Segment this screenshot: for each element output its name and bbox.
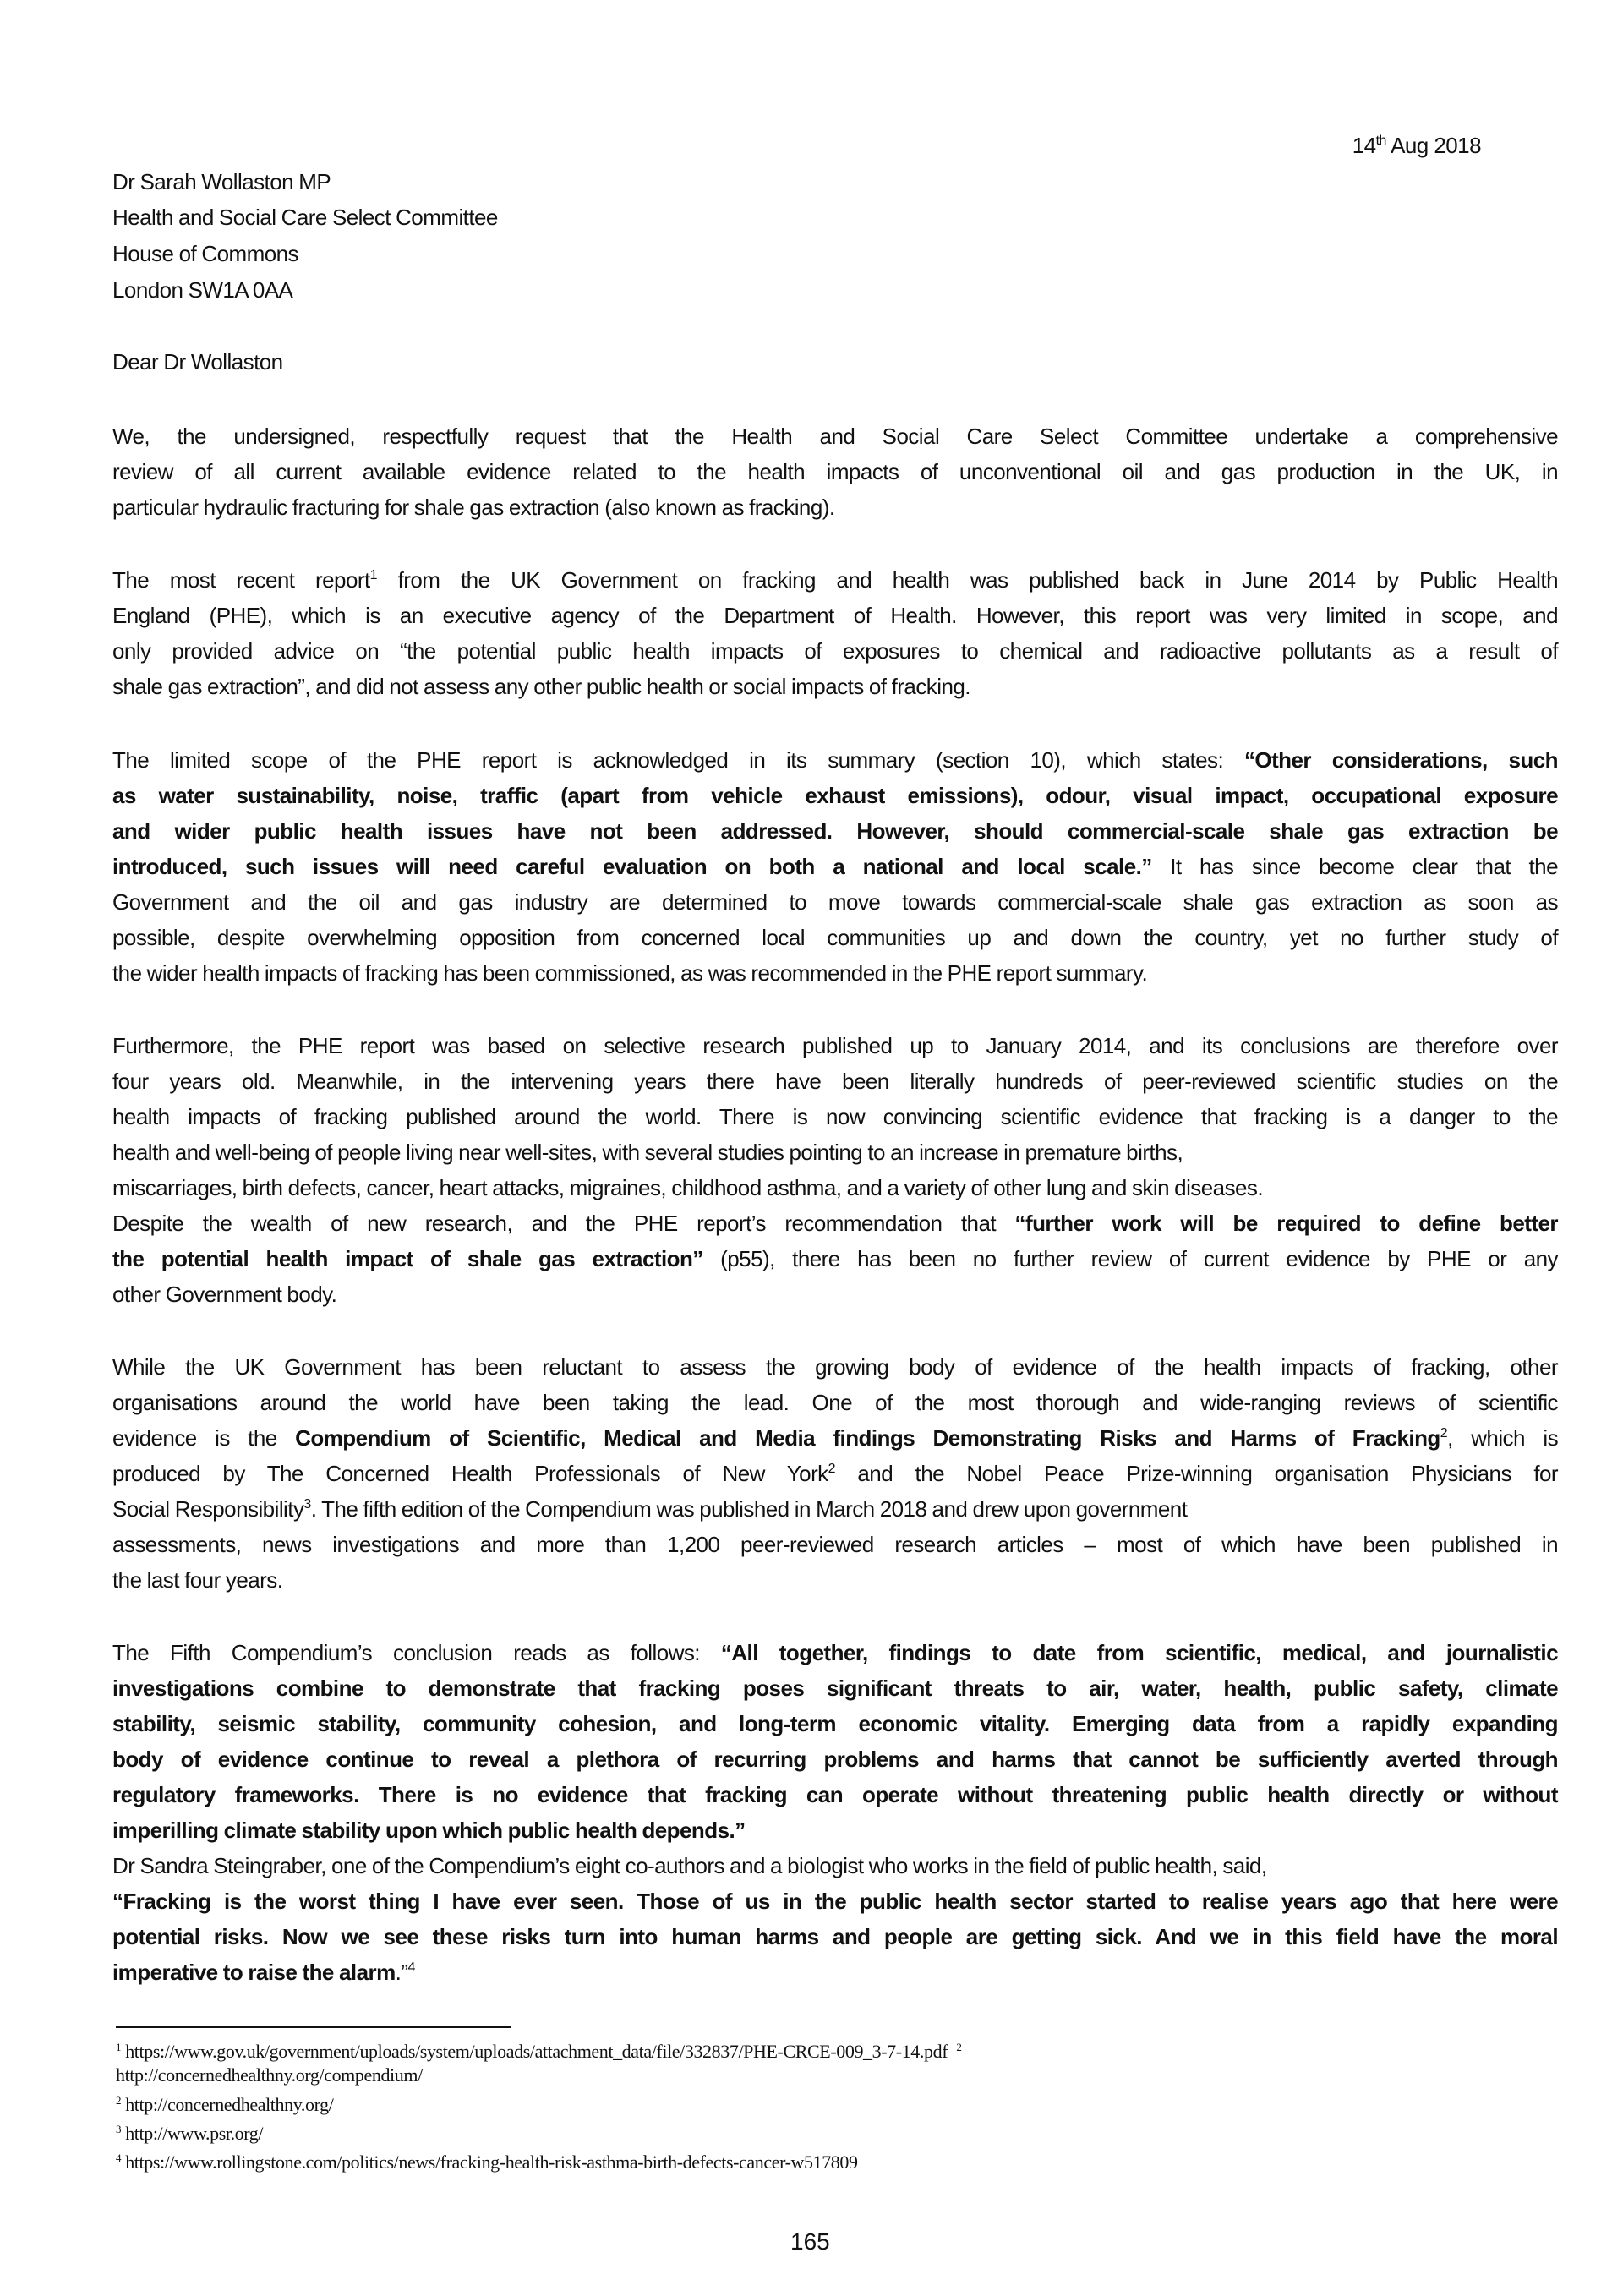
quote-bold: “Fracking is the worst thing I have ever seen. Those of us in the public health sector started to realise years ago that here were — [112, 1889, 1558, 1914]
text-line: other Government body. — [112, 1282, 337, 1307]
text-span: , which is — [1447, 1425, 1559, 1451]
footnote-link[interactable]: http://www.psr.org/ — [121, 2123, 264, 2144]
text-span: .” — [395, 1960, 408, 1985]
footnote-ref: 4 — [407, 1960, 415, 1975]
text-line — [112, 1746, 1558, 1773]
text-line — [112, 1923, 1558, 1950]
text-span: The most recent report — [112, 567, 370, 593]
text-span: Despite the wealth of new research, and the PHE report’s recommendation that — [112, 1211, 1015, 1236]
footnote-3 — [116, 2123, 263, 2145]
footnote-number: 1 — [116, 2041, 122, 2053]
quote-bold: “further work will be required to define better — [1014, 1211, 1558, 1236]
text-span: from the UK Government on fracking and health was published back in June 2014 by Public Health — [377, 567, 1558, 593]
text-line: possible, despite overwhelming opposition from concerned local communities up and down the country, yet no further study of — [112, 925, 1558, 950]
text-line: Dr Sandra Steingraber, one of the Compendium’s eight co-authors and a biologist who works in the field of public health, said, — [112, 1853, 1267, 1878]
text-line: the wider health impacts of fracking has been commissioned, as was recommended in the PHE report summary. — [112, 960, 1148, 986]
footnote-number: 2 — [116, 2094, 122, 2107]
text-span: Social Responsibility — [112, 1496, 304, 1522]
quote-bold: as water sustainability, noise, traffic (apart from vehicle exhaust emissions), odour, visual impact, occupational exposure — [112, 783, 1558, 808]
text-line — [112, 1888, 1558, 1915]
quote-bold: and wider public health issues have not been addressed. However, should commercial-scale shale gas extraction be — [112, 818, 1558, 844]
text-line: health impacts of fracking published around the world. There is now convincing scientific evidence that fracking is a danger to the — [112, 1104, 1558, 1129]
text-line: miscarriages, birth defects, cancer, heart attacks, migraines, childhood asthma, and a variety of other lung and skin diseases. — [112, 1175, 1264, 1200]
text-line: shale gas extraction”, and did not assess any other public health or social impacts of fracking. — [112, 674, 970, 699]
quote-bold: stability, seismic stability, community cohesion, and long-term economic vitality. Emerging data from a rapidly expanding — [112, 1711, 1558, 1736]
text-line — [112, 1460, 1558, 1487]
text-line — [112, 1781, 1558, 1808]
text-span: . The fifth edition of the Compendium was published in March 2018 and drew upon government — [310, 1496, 1188, 1522]
text-line: the last four years. — [112, 1567, 283, 1593]
text-line — [112, 1710, 1558, 1737]
text-line — [112, 1959, 415, 1986]
footnote-number: 2 — [956, 2041, 962, 2053]
footnote-4 — [116, 2151, 858, 2173]
text-span: The limited scope of the PHE report is acknowledged in its summary (section 10), which states: — [112, 747, 1244, 773]
footnote-link[interactable]: http://concernedhealthny.org/ — [121, 2094, 334, 2115]
text-line — [112, 566, 1558, 593]
footnote-link[interactable]: https://www.gov.uk/government/uploads/system/uploads/attachment_data/file/332837/PHE-CRCE-009_3-7-14.pdf — [121, 2041, 948, 2062]
text-line: only provided advice on “the potential public health impacts of exposures to chemical and radioactive pollutants as a result of — [112, 638, 1558, 664]
text-line: particular hydraulic fracturing for shale gas extraction (also known as fracking). — [112, 495, 835, 520]
salutation: Dear Dr Wollaston — [112, 349, 283, 374]
recipient-name: Dr Sarah Wollaston MP — [112, 169, 331, 194]
page-number: 165 — [790, 2228, 830, 2255]
text-span: The Fifth Compendium’s conclusion reads as follows: — [112, 1640, 721, 1665]
recipient-committee: Health and Social Care Select Committee — [112, 205, 498, 230]
footnote-ref: 1 — [369, 568, 378, 582]
footnote-2 — [116, 2094, 333, 2116]
text-line — [112, 1210, 1558, 1237]
text-line: four years old. Meanwhile, in the intervening years there have been literally hundreds of peer-reviewed scientific studies on the — [112, 1069, 1558, 1094]
footnote-2-continuation[interactable]: http://concernedhealthny.org/compendium/ — [116, 2064, 423, 2086]
quote-bold: the potential health impact of shale gas extraction” — [112, 1246, 703, 1271]
footnote-number: 4 — [116, 2151, 122, 2164]
text-line — [112, 1245, 1558, 1272]
text-line — [112, 1675, 1558, 1702]
footnote-number: 3 — [116, 2123, 122, 2135]
text-line — [112, 853, 1558, 880]
quote-bold: “All together, findings to date from scientific, medical, and journalistic — [720, 1640, 1558, 1665]
footnote-separator — [116, 2026, 511, 2028]
footnote-link[interactable]: https://www.rollingstone.com/politics/news/fracking-health-risk-asthma-birth-defects-cancer-w517809 — [121, 2151, 858, 2173]
quote-bold: body of evidence continue to reveal a plethora of recurring problems and harms that cannot be sufficiently averted through — [112, 1747, 1558, 1772]
text-line — [112, 1639, 1558, 1666]
text-line — [112, 817, 1558, 845]
compendium-title: Compendium of Scientific, Medical and Media findings Demonstrating Risks and Harms of Fracking — [295, 1425, 1440, 1451]
text-line — [112, 782, 1558, 809]
quote-bold: imperative to raise the alarm — [112, 1960, 396, 1985]
text-line: health and well-being of people living near well-sites, with several studies pointing to an increase in premature births, — [112, 1140, 1183, 1165]
text-line: organisations around the world have been taking the lead. One of the most thorough and wide-ranging reviews of scientific — [112, 1390, 1558, 1415]
text-span: and the Nobel Peace Prize-winning organisation Physicians for — [835, 1461, 1559, 1486]
footnote-ref: 2 — [828, 1462, 835, 1476]
text-line: While the UK Government has been reluctant to assess the growing body of evidence of the health impacts of fracking, other — [112, 1354, 1558, 1380]
quote-bold: investigations combine to demonstrate that fracking poses significant threats to air, water, health, public safety, climate — [112, 1676, 1558, 1701]
footnote-ref: 3 — [303, 1497, 311, 1512]
footnote-ref: 2 — [1440, 1426, 1448, 1440]
text-span: evidence is the — [112, 1425, 296, 1451]
letter-date — [1352, 133, 1481, 159]
text-line — [112, 1424, 1558, 1451]
text-line: review of all current available evidence related to the health impacts of unconventional oil and gas production in the UK, in — [112, 459, 1558, 484]
text-line: England (PHE), which is an executive agency of the Department of Health. However, this report was very limited in scope, and — [112, 603, 1558, 628]
text-span: (p55), there has been no further review of current evidence by PHE or any — [702, 1246, 1558, 1271]
text-line: assessments, news investigations and more than 1,200 peer-reviewed research articles – most of which have been published in — [112, 1532, 1558, 1557]
text-line: Government and the oil and gas industry are determined to move towards commercial-scale shale gas extraction as soon as — [112, 889, 1558, 915]
quote-bold: imperilling climate stability upon which public health depends.” — [112, 1818, 746, 1843]
text-line — [112, 746, 1558, 774]
footnote-1 — [116, 2041, 961, 2063]
text-line — [112, 1817, 746, 1844]
quote-bold: “Other considerations, such — [1243, 747, 1558, 773]
quote-bold: regulatory frameworks. There is no evidence that fracking can operate without threatening public health directly or without — [112, 1782, 1558, 1807]
date-suffix: th — [1375, 134, 1386, 148]
date-day: 14 — [1352, 133, 1376, 158]
quote-bold: potential risks. Now we see these risks turn into human harms and people are getting sick. And we in this field have the moral — [112, 1924, 1558, 1949]
text-line: Furthermore, the PHE report was based on selective research published up to January 2014, and its conclusions are therefore over — [112, 1033, 1558, 1058]
date-rest: Aug 2018 — [1385, 133, 1481, 158]
text-span: It has since become clear that the — [1151, 854, 1558, 879]
recipient-address-line: London SW1A 0AA — [112, 277, 293, 303]
text-line — [112, 1495, 1187, 1522]
text-span: produced by The Concerned Health Professionals of New York — [112, 1461, 828, 1486]
quote-bold: introduced, such issues will need careful evaluation on both a national and local scale.” — [112, 854, 1152, 879]
text-line: We, the undersigned, respectfully request that the Health and Social Care Select Committee undertake a comprehensive — [112, 424, 1558, 449]
recipient-house: House of Commons — [112, 241, 298, 266]
